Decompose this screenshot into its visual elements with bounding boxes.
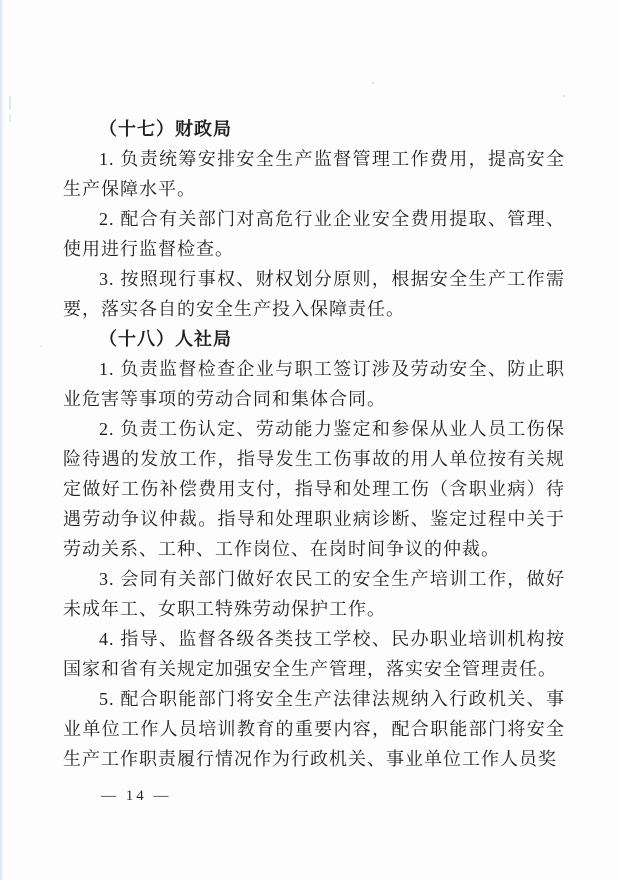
document-body bbox=[63, 114, 565, 811]
scan-noise bbox=[9, 114, 11, 122]
section-17-item-3: 3. 按照现行事权、财权划分原则，根据安全生产工作需要，落实各自的安全生产投入保障责任。 bbox=[63, 269, 565, 319]
section-18-heading: （十八）人社局 bbox=[99, 329, 232, 349]
section-18-item-4: 4. 指导、监督各级各类技工学校、民办职业培训机构按国家和省有关规定加强安全生产管理，落实安全管理责任。 bbox=[63, 629, 565, 679]
section-17-item-1: 1. 负责统筹安排安全生产监督管理工作费用，提高安全生产保障水平。 bbox=[63, 149, 565, 199]
scan-noise bbox=[563, 95, 565, 97]
section-18-item-5: 5. 配合职能部门将安全生产法律法规纳入行政机关、事业单位工作人员培训教育的重要内容，配合职能部门将安全生产工作职责履行情况作为行政机关、事业单位工作人员奖 bbox=[63, 689, 565, 769]
page-number: — 14 — bbox=[101, 788, 172, 804]
section-17-item-2: 2. 配合有关部门对高危行业企业安全费用提取、管理、使用进行监督检查。 bbox=[63, 209, 565, 259]
section-18-item-1: 1. 负责监督检查企业与职工签订涉及劳动安全、防止职业危害等事项的劳动合同和集体合同。 bbox=[63, 359, 565, 409]
scan-edge-artifact bbox=[0, 0, 4, 880]
section-17-heading: （十七）财政局 bbox=[99, 119, 232, 139]
section-18-item-3: 3. 会同有关部门做好农民工的安全生产培训工作，做好未成年工、女职工特殊劳动保护工作。 bbox=[63, 569, 565, 619]
scan-noise bbox=[40, 345, 42, 347]
section-18-item-2: 2. 负责工伤认定、劳动能力鉴定和参保从业人员工伤保险待遇的发放工作，指导发生工伤事故的用人单位按有关规定做好工伤补偿费用支付，指导和处理工伤（含职业病）待遇劳动争议仲裁。指导和处理职业病诊断、鉴定过程中关于劳动关系、工种、工作岗位、在岗时间争议的仲裁。 bbox=[63, 419, 565, 559]
scan-noise bbox=[9, 96, 11, 110]
scan-noise bbox=[372, 82, 374, 84]
